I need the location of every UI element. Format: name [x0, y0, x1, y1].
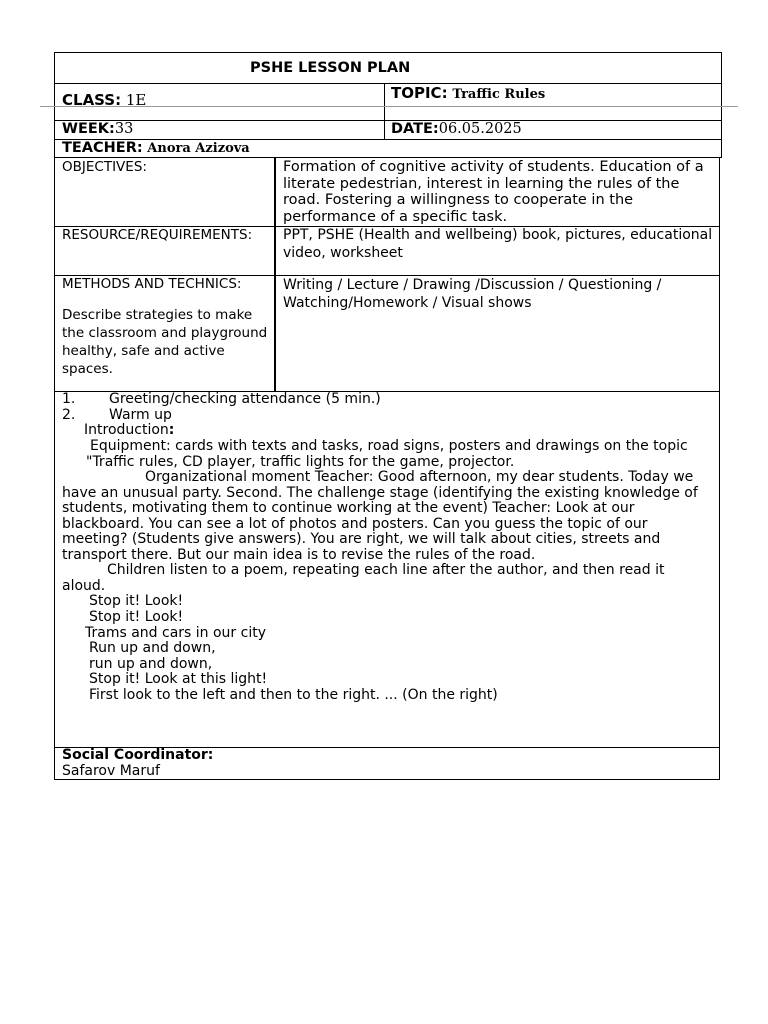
poem-line: Trams and cars in our city [85, 625, 266, 641]
equipment-line: Equipment: cards with texts and tasks, road signs, posters and drawings on the topic [90, 438, 688, 454]
introduction-colon: : [168, 422, 175, 438]
table-border [719, 157, 720, 780]
week-value: 33 [114, 121, 134, 137]
poem-intro-line: aloud. [62, 578, 106, 594]
table-border [54, 779, 720, 780]
table-border [274, 157, 276, 391]
list-item [62, 407, 75, 423]
table-border [54, 157, 722, 158]
date-label: DATE: [391, 121, 439, 137]
table-border [54, 52, 722, 53]
list-item-number: 1. [62, 391, 76, 407]
table-border [54, 120, 722, 121]
methods-note: Describe strategies to make the classroom and playground healthy, safe and active spaces. [62, 307, 268, 377]
class-label: CLASS: [62, 91, 122, 109]
organizational-line: blackboard. You can see a lot of photos and posters. Can you guess the topic of our [62, 516, 648, 532]
poem-line: Run up and down, [89, 640, 216, 656]
topic-value: Traffic Rules [452, 87, 546, 102]
poem-line: Stop it! Look! [89, 593, 184, 609]
equipment-line: "Traffic rules, CD player, traffic lights for the game, projector. [86, 454, 515, 470]
teacher-label: TEACHER: [62, 140, 143, 156]
class-value: 1E [125, 91, 147, 109]
resources-label: RESOURCE/REQUIREMENTS: [62, 227, 253, 243]
table-border [384, 83, 385, 139]
list-item-text: Greeting/checking attendance (5 min.) [109, 391, 381, 407]
table-border [54, 83, 722, 84]
poem-line: Stop it! Look at this light! [89, 671, 268, 687]
objectives-text: Formation of cognitive activity of students. Education of a literate pedestrian, interest in learning the rules of the road. Fostering a willingness to cooperate in the performance of a specific task. [283, 159, 704, 225]
list-item [62, 391, 75, 407]
week-label: WEEK: [62, 121, 115, 137]
topic-label: TOPIC: [391, 84, 448, 102]
introduction-heading [84, 422, 174, 438]
poem-intro-line: Children listen to a poem, repeating each line after the author, and then read it [107, 562, 665, 578]
table-border [54, 52, 55, 780]
poem-line: Stop it! Look! [89, 609, 184, 625]
methods-label: METHODS AND TECHNICS: [62, 276, 242, 292]
date-field [391, 121, 522, 137]
page-title: PSHE LESSON PLAN [250, 60, 411, 76]
social-coordinator-label: Social Coordinator: [62, 747, 214, 763]
organizational-line: students, motivating them to continue working at the event) Teacher: Look at our [62, 500, 635, 516]
organizational-line: have an unusual party. Second. The challenge stage (identifying the existing knowledge of [62, 485, 698, 501]
social-coordinator-name: Safarov Maruf [62, 763, 160, 779]
list-item-text: Warm up [109, 407, 172, 423]
organizational-line: transport there. But our main idea is to revise the rules of the road. [62, 547, 536, 563]
table-border [721, 52, 722, 158]
class-field [62, 92, 146, 108]
list-item-number: 2. [62, 407, 76, 423]
resources-text: PPT, PSHE (Health and wellbeing) book, pictures, educational video, worksheet [283, 227, 713, 261]
organizational-line: Organizational moment Teacher: Good afternoon, my dear students. Today we [145, 469, 694, 485]
methods-text: Writing / Lecture / Drawing /Discussion / Questioning / Watching/Homework / Visual shows [283, 277, 662, 311]
poem-line: First look to the left and then to the right. ... (On the right) [89, 687, 498, 703]
introduction-label: Introduction [84, 422, 169, 438]
topic-field [391, 85, 545, 103]
week-field [62, 121, 133, 137]
teacher-value: Anora Azizova [147, 141, 250, 156]
organizational-line: meeting? (Students give answers). You are right, we will talk about cities, streets and [62, 531, 661, 547]
date-value: 06.05.2025 [438, 121, 522, 137]
teacher-field [62, 140, 250, 157]
objectives-label: OBJECTIVES: [62, 159, 147, 175]
poem-line: run up and down, [89, 656, 213, 672]
